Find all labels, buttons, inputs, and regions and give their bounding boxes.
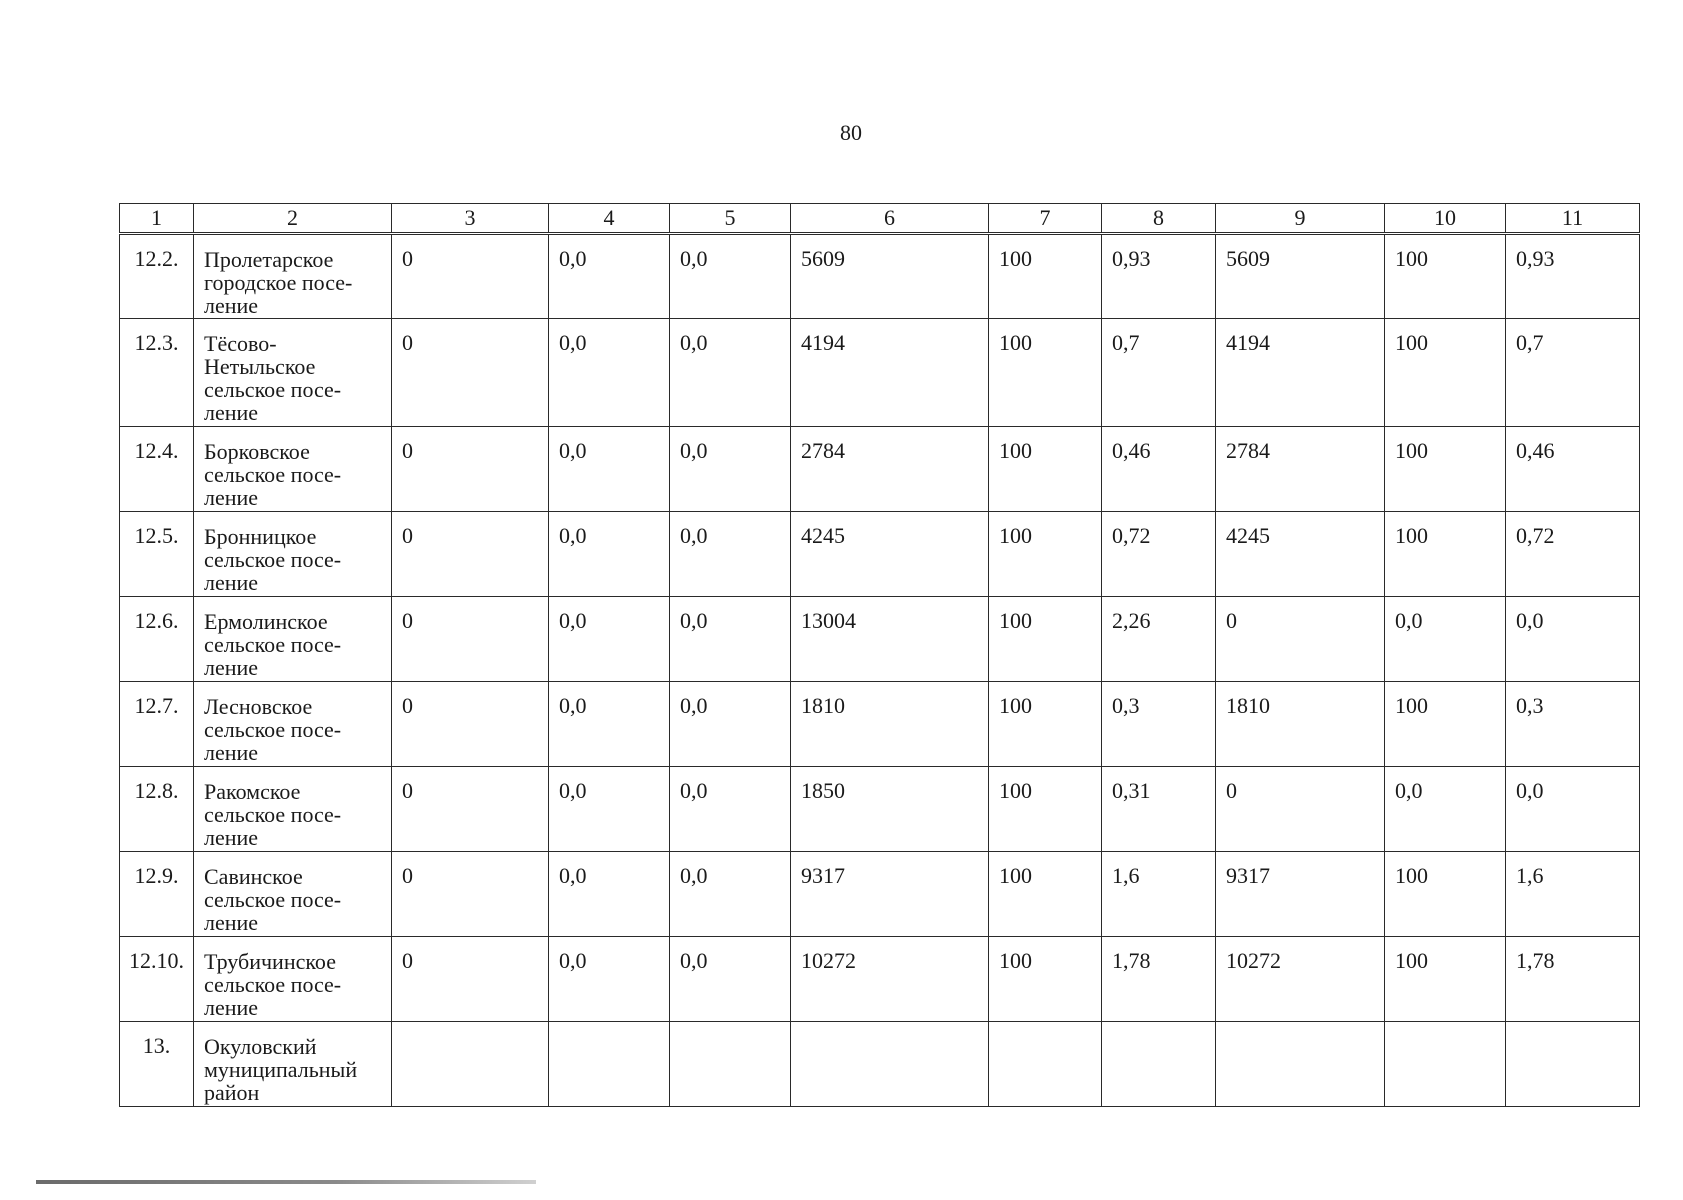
table-cell-col-8: 2,26 [1102, 597, 1216, 682]
table-cell-col-11: 0,7 [1506, 319, 1640, 427]
settlement-name [194, 682, 392, 767]
table-cell-col-3: 0 [392, 319, 549, 427]
table-cell-col-11: 0,0 [1506, 597, 1640, 682]
table-cell-col-10: 0,0 [1385, 597, 1506, 682]
table-cell-col-9: 10272 [1216, 937, 1385, 1022]
settlement-name-line: ление [204, 400, 259, 425]
table-cell-col-3: 0 [392, 852, 549, 937]
settlement-name-line: Нетыльское [204, 354, 316, 379]
settlement-name-line: сельское посе- [204, 802, 342, 827]
column-header: 9 [1216, 204, 1385, 234]
table-cell-col-4: 0,0 [549, 597, 670, 682]
table-cell-col-5: 0,0 [670, 597, 791, 682]
table-cell-col-11: 0,72 [1506, 512, 1640, 597]
table-cell-col-6: 1850 [791, 767, 989, 852]
settlement-name-line: ление [204, 485, 259, 510]
table-cell-col-9: 4194 [1216, 319, 1385, 427]
table-cell-col-4: 0,0 [549, 937, 670, 1022]
table-cell-col-4: 0,0 [549, 234, 670, 319]
row-number: 12.9. [120, 852, 194, 937]
table-cell-col-5: 0,0 [670, 319, 791, 427]
table-row [120, 682, 1640, 767]
column-header: 3 [392, 204, 549, 234]
table-cell-col-5: 0,0 [670, 427, 791, 512]
table-cell-col-7: 100 [989, 682, 1102, 767]
table-cell-col-5: 0,0 [670, 852, 791, 937]
settlement-name-line: сельское посе- [204, 462, 342, 487]
table-cell-col-3: 0 [392, 234, 549, 319]
table-cell-col-10 [1385, 1022, 1506, 1107]
table-cell-col-9 [1216, 1022, 1385, 1107]
column-header: 11 [1506, 204, 1640, 234]
table-cell-col-11: 0,93 [1506, 234, 1640, 319]
table-cell-col-11: 0,46 [1506, 427, 1640, 512]
settlement-name-line: сельское посе- [204, 632, 342, 657]
settlement-name-line: ление [204, 655, 259, 680]
table-row [120, 937, 1640, 1022]
table-cell-col-10: 100 [1385, 852, 1506, 937]
table-cell-col-8: 0,72 [1102, 512, 1216, 597]
table-cell-col-8: 1,6 [1102, 852, 1216, 937]
settlement-name [194, 512, 392, 597]
table-cell-col-4: 0,0 [549, 427, 670, 512]
table-cell-col-10: 100 [1385, 319, 1506, 427]
table-cell-col-6: 5609 [791, 234, 989, 319]
table-cell-col-10: 100 [1385, 682, 1506, 767]
table-cell-col-11: 0,0 [1506, 767, 1640, 852]
table-cell-col-3: 0 [392, 937, 549, 1022]
settlement-name [194, 234, 392, 319]
table-cell-col-9: 0 [1216, 597, 1385, 682]
settlement-name-line: Ракомское [204, 779, 301, 804]
settlement-name [194, 937, 392, 1022]
settlement-name-line: Пролетарское [204, 247, 334, 272]
table-row [120, 767, 1640, 852]
table-cell-col-6: 2784 [791, 427, 989, 512]
table-cell-col-10: 0,0 [1385, 767, 1506, 852]
table-cell-col-11: 0,3 [1506, 682, 1640, 767]
table-cell-col-6: 10272 [791, 937, 989, 1022]
settlement-name-line: ление [204, 570, 259, 595]
table-cell-col-8: 0,3 [1102, 682, 1216, 767]
row-number: 12.7. [120, 682, 194, 767]
table-cell-col-4: 0,0 [549, 682, 670, 767]
table-body [120, 234, 1640, 1107]
table-cell-col-4 [549, 1022, 670, 1107]
table-cell-col-8: 0,7 [1102, 319, 1216, 427]
table-cell-col-6: 4245 [791, 512, 989, 597]
table-cell-col-7: 100 [989, 427, 1102, 512]
table-cell-col-5: 0,0 [670, 682, 791, 767]
table-cell-col-4: 0,0 [549, 512, 670, 597]
row-number: 12.4. [120, 427, 194, 512]
settlement-name-line: ление [204, 825, 259, 850]
table-cell-col-10: 100 [1385, 427, 1506, 512]
settlement-name-line: Тёсово- [204, 331, 277, 356]
row-number: 13. [120, 1022, 194, 1107]
settlement-name-line: Лесновское [204, 694, 313, 719]
settlement-name-line: Борковское [204, 439, 310, 464]
settlement-name-line: район [204, 1080, 260, 1105]
column-header: 8 [1102, 204, 1216, 234]
table-row [120, 319, 1640, 427]
table-cell-col-3: 0 [392, 767, 549, 852]
settlement-name-line: Савинское [204, 864, 303, 889]
settlement-name-line: Бронницкое [204, 524, 317, 549]
table-cell-col-5: 0,0 [670, 234, 791, 319]
table-cell-col-11 [1506, 1022, 1640, 1107]
settlement-name-line: муниципальный [204, 1057, 358, 1082]
table-cell-col-9: 9317 [1216, 852, 1385, 937]
table-cell-col-4: 0,0 [549, 319, 670, 427]
settlement-name-line: ление [204, 995, 259, 1020]
table-cell-col-7: 100 [989, 597, 1102, 682]
table-cell-col-10: 100 [1385, 234, 1506, 319]
row-number: 12.2. [120, 234, 194, 319]
table-row [120, 512, 1640, 597]
settlement-name-line: сельское посе- [204, 972, 342, 997]
table-cell-col-7: 100 [989, 234, 1102, 319]
table-cell-col-8: 0,93 [1102, 234, 1216, 319]
settlement-name-line: Трубичинское [204, 949, 336, 974]
table-cell-col-3: 0 [392, 682, 549, 767]
table-cell-col-10: 100 [1385, 512, 1506, 597]
table-cell-col-5: 0,0 [670, 767, 791, 852]
table-cell-col-6: 13004 [791, 597, 989, 682]
table-cell-col-3: 0 [392, 597, 549, 682]
table-cell-col-7 [989, 1022, 1102, 1107]
table-cell-col-6: 9317 [791, 852, 989, 937]
settlement-name-line: Окуловский [204, 1034, 317, 1059]
table-row [120, 597, 1640, 682]
table-cell-col-10: 100 [1385, 937, 1506, 1022]
table-cell-col-7: 100 [989, 937, 1102, 1022]
page-number: 80 [840, 120, 862, 145]
row-number: 12.3. [120, 319, 194, 427]
table-cell-col-11: 1,78 [1506, 937, 1640, 1022]
row-number: 12.5. [120, 512, 194, 597]
column-header: 5 [670, 204, 791, 234]
table-cell-col-5: 0,0 [670, 512, 791, 597]
table-cell-col-8: 1,78 [1102, 937, 1216, 1022]
column-header: 1 [120, 204, 194, 234]
table-cell-col-9: 4245 [1216, 512, 1385, 597]
settlement-name-line: Ермолинское [204, 609, 328, 634]
settlement-name-line: ление [204, 293, 259, 318]
settlement-name-line: сельское посе- [204, 887, 342, 912]
settlement-name-line: сельское посе- [204, 717, 342, 742]
table-cell-col-5 [670, 1022, 791, 1107]
table-cell-col-9: 5609 [1216, 234, 1385, 319]
column-header: 7 [989, 204, 1102, 234]
settlement-name-line: сельское посе- [204, 547, 342, 572]
table-cell-col-9: 2784 [1216, 427, 1385, 512]
settlement-name [194, 427, 392, 512]
table-cell-col-3: 0 [392, 427, 549, 512]
settlement-name-line: городское посе- [204, 270, 353, 295]
table-row [120, 234, 1640, 319]
table-cell-col-6: 1810 [791, 682, 989, 767]
column-header: 10 [1385, 204, 1506, 234]
table-row [120, 427, 1640, 512]
table-cell-col-3: 0 [392, 512, 549, 597]
settlement-name-line: сельское посе- [204, 377, 342, 402]
settlement-name-line: ление [204, 910, 259, 935]
table-cell-col-4: 0,0 [549, 852, 670, 937]
header-row [120, 204, 1640, 234]
column-header: 2 [194, 204, 392, 234]
row-number: 12.8. [120, 767, 194, 852]
table-cell-col-7: 100 [989, 852, 1102, 937]
column-header: 6 [791, 204, 989, 234]
table-cell-col-8: 0,31 [1102, 767, 1216, 852]
settlement-name-line: ление [204, 740, 259, 765]
settlement-name [194, 1022, 392, 1107]
column-header: 4 [549, 204, 670, 234]
table-cell-col-5: 0,0 [670, 937, 791, 1022]
table-cell-col-6: 4194 [791, 319, 989, 427]
settlement-name [194, 767, 392, 852]
settlement-name [194, 597, 392, 682]
table-cell-col-4: 0,0 [549, 767, 670, 852]
row-number: 12.10. [120, 937, 194, 1022]
footer-rule [36, 1180, 536, 1184]
table-cell-col-7: 100 [989, 767, 1102, 852]
table-cell-col-3 [392, 1022, 549, 1107]
table-cell-col-8: 0,46 [1102, 427, 1216, 512]
table-row [120, 1022, 1640, 1107]
table-cell-col-8 [1102, 1022, 1216, 1107]
table-cell-col-7: 100 [989, 319, 1102, 427]
table-row [120, 852, 1640, 937]
table-cell-col-7: 100 [989, 512, 1102, 597]
row-number: 12.6. [120, 597, 194, 682]
table-cell-col-9: 0 [1216, 767, 1385, 852]
data-table [119, 203, 1640, 1107]
table-cell-col-6 [791, 1022, 989, 1107]
settlement-name [194, 852, 392, 937]
table-cell-col-9: 1810 [1216, 682, 1385, 767]
table-cell-col-11: 1,6 [1506, 852, 1640, 937]
settlement-name [194, 319, 392, 427]
